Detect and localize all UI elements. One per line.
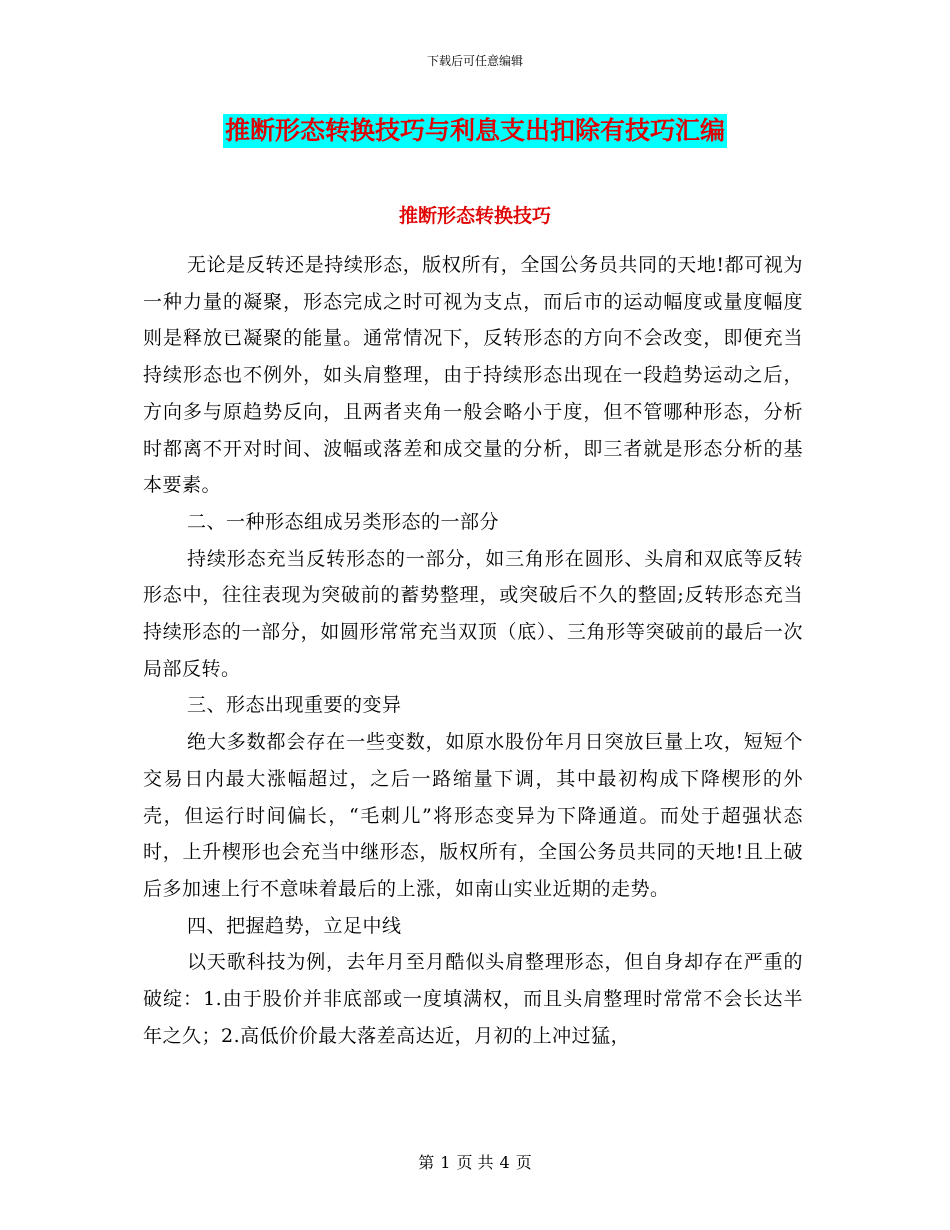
paragraph-section-2: 持续形态充当反转形态的一部分，如三角形在圆形、头肩和双底等反转形态中，往往表现为突破前的蓄势整理，或突破后不久的整固;反转形态充当持续形态的一部分，如圆形常常充当双顶（底）、三角形等突破前的最后一次局部反转。 [143, 547, 803, 680]
footer-middle: 页 共 [456, 1153, 494, 1172]
section-title: 推断形态转换技巧 [398, 205, 551, 227]
document-body [143, 247, 803, 1054]
footer-page-number: 1 [440, 1153, 451, 1172]
paragraph-intro: 无论是反转还是持续形态，版权所有，全国公务员共同的天地!都可视为一种力量的凝聚，形态完成之时可视为支点，而后市的运动幅度或量度幅度则是释放已凝聚的能量。通常情况下，反转形态的方向不会改变，即便充当持续形态也不例外，如头肩整理，由于持续形态出现在一段趋势运动之后，方向多与原趋势反向，且两者夹角一般会略小于度，但不管哪种形态，分析时都离不开对时间、波幅或落差和成交量的分析，即三者就是形态分析的基本要素。 [143, 254, 803, 497]
heading-section-4: 四、把握趋势，立足中线 [187, 914, 402, 937]
heading-section-3: 三、形态出现重要的变异 [187, 694, 402, 717]
footer-suffix: 页 [515, 1153, 532, 1172]
footer-total-pages: 4 [499, 1153, 510, 1172]
document-title-container [0, 114, 950, 148]
heading-section-2: 二、一种形态组成另类形态的一部分 [187, 510, 500, 533]
footer-prefix: 第 [418, 1153, 435, 1172]
page-header-note: 下载后可任意编辑 [426, 54, 523, 68]
page-footer [0, 1152, 950, 1174]
paragraph-section-4: 以天歌科技为例，去年月至月酷似头肩整理形态，但自身却存在严重的破绽：1.由于股价并非底部或一度填满权，而且头肩整理时常常不会长达半年之久；2.高低价价最大落差高达近，月初的上冲过猛， [143, 951, 803, 1047]
document-title: 推断形态转换技巧与利息支出扣除有技巧汇编 [223, 114, 727, 148]
paragraph-section-3: 绝大多数都会存在一些变数，如原水股份年月日突放巨量上攻，短短个交易日内最大涨幅超过，之后一路缩量下调，其中最初构成下降楔形的外壳，但运行时间偏长，“毛刺儿”将形态变异为下降通道。而处于超强状态时，上升楔形也会充当中继形态，版权所有，全国公务员共同的天地!且上破后多加速上行不意味着最后的上涨，如南山实业近期的走势。 [143, 731, 803, 900]
